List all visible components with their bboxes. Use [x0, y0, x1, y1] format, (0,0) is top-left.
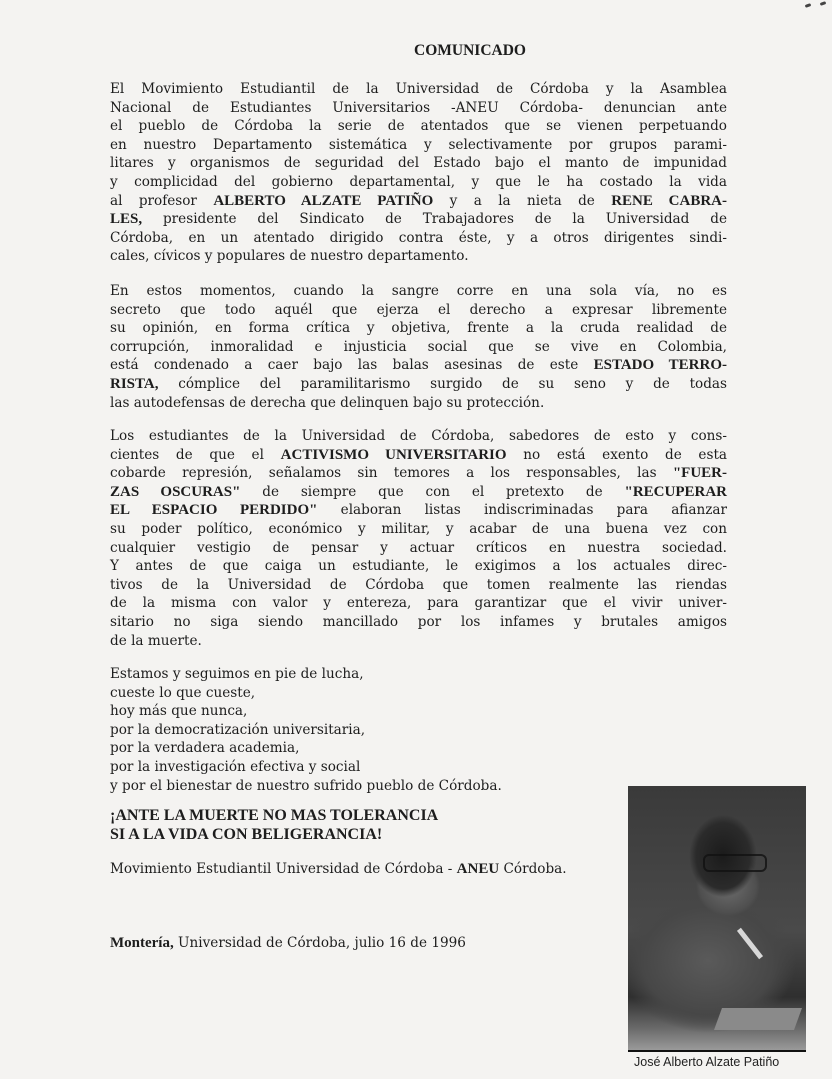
text-line: por la investigación efectiva y social — [110, 758, 361, 775]
signature — [110, 861, 567, 878]
text-line: secreto que todo aquél que ejerza el derecho a expresar libremente — [110, 301, 727, 318]
text-line: de la muerte. — [110, 632, 202, 649]
text-line: las autodefensas de derecha que delinquen bajo su protección. — [110, 394, 545, 411]
text-line: cales, cívicos y populares de nuestro departamento. — [110, 248, 469, 265]
text-line: tivos de la Universidad de Córdoba que tomen realmente las riendas — [110, 576, 727, 593]
photo-paper — [714, 1008, 802, 1030]
document-title: COMUNICADO — [414, 42, 526, 59]
text-line: cueste lo que cueste, — [110, 684, 256, 701]
bold-emphasis: EL ESPACIO PERDIDO" — [110, 502, 318, 519]
dateline-date: Universidad de Córdoba, julio 16 de 1996 — [173, 935, 466, 951]
text-line: su opinión, en forma crítica y objetiva, frente a la cruda realidad de — [110, 320, 727, 337]
text-line: Los estudiantes de la Universidad de Córdoba, sabedores de esto y cons- — [110, 428, 727, 444]
text-line: su poder político, económico y militar, y acabar de una buena vez con — [110, 520, 727, 537]
text-line: Nacional de Estudiantes Universitarios -ANEU Córdoba- denuncian ante — [110, 99, 727, 116]
slogan — [110, 806, 438, 844]
dateline — [110, 935, 466, 952]
bold-emphasis: "RECUPERAR — [624, 483, 727, 500]
text-line: está condenado a caer bajo las balas asesinas de este ESTADO TERRO- — [110, 357, 727, 374]
text-line: Estamos y seguimos en pie de lucha, — [110, 666, 364, 682]
text-line: por la verdadera academia, — [110, 740, 300, 757]
scan-speck — [820, 1, 827, 6]
text-line: Córdoba, en un atentado dirigido contra éste, y a otros dirigentes sindi- — [110, 229, 727, 246]
bold-emphasis: "FUER- — [672, 465, 727, 482]
text-line: en nuestro Departamento sistemática y selectivamente por grupos parami- — [110, 136, 727, 153]
bold-emphasis: ZAS OSCURAS" — [110, 483, 241, 500]
paragraph-estudiantes — [110, 427, 727, 650]
text-line: El Movimiento Estudiantil de la Universidad de Córdoba y la Asamblea — [110, 81, 727, 97]
text-line: EL ESPACIO PERDIDO" elaboran listas indiscriminadas para afianzar — [110, 502, 727, 519]
signature-prefix: Movimiento Estudiantil Universidad de Córdoba - — [110, 861, 457, 877]
bold-emphasis: ESTADO TERRO- — [593, 357, 727, 374]
photo-caption: José Alberto Alzate Patiño — [634, 1055, 780, 1069]
paragraph-momentos — [110, 282, 727, 412]
text-line: RISTA, cómplice del paramilitarismo surgido de su seno y de todas — [110, 375, 727, 392]
text-line: sitario no siga siendo mancillado por los infames y brutales amigos — [110, 613, 727, 630]
paragraph-denuncia — [110, 80, 727, 266]
text-line: de la misma con valor y entereza, para garantizar que el vivir univer- — [110, 595, 727, 612]
bold-emphasis: ACTIVISMO UNIVERSITARIO — [280, 446, 507, 463]
text-line: En estos momentos, cuando la sangre corre en una sola vía, no es — [110, 283, 727, 299]
text-line: ZAS OSCURAS" de siempre que con el pretexto de "RECUPERAR — [110, 483, 727, 500]
text-line: al profesor ALBERTO ALZATE PATIÑO y a la nieta de RENE CABRA- — [110, 192, 728, 209]
bold-emphasis: RISTA, — [110, 375, 159, 392]
text-line: corrupción, inmoralidad e injusticia social que se vive en Colombia, — [110, 338, 727, 355]
scan-speck — [805, 3, 812, 8]
photo-glasses — [703, 854, 767, 872]
text-line: por la democratización universitaria, — [110, 721, 366, 738]
text-line: cobarde represión, señalamos sin temores a los responsables, las "FUER- — [110, 465, 727, 482]
signature-suffix: Córdoba. — [499, 861, 567, 877]
text-line: hoy más que nunca, — [110, 703, 248, 720]
portrait-photo — [628, 786, 806, 1052]
closing-verses — [110, 665, 502, 795]
text-line: cientes de que el ACTIVISMO UNIVERSITARIO no está exento de esta — [110, 446, 728, 463]
text-line: cualquier vestigio de pensar y actuar críticos en nuestra sociedad. — [110, 539, 727, 556]
photo-pen — [737, 928, 763, 959]
bold-emphasis: LES, — [110, 211, 143, 228]
text-line: ¡ANTE LA MUERTE NO MAS TOLERANCIA — [110, 807, 439, 824]
text-line: el pueblo de Córdoba la serie de atentados que se vienen perpetuando — [110, 118, 727, 135]
text-line: litares y organismos de seguridad del Estado bajo el manto de impunidad — [110, 155, 727, 172]
text-line: SI A LA VIDA CON BELIGERANCIA! — [110, 826, 383, 843]
bold-emphasis: ALBERTO ALZATE PATIÑO — [213, 192, 434, 209]
text-line: LES, presidente del Sindicato de Trabajadores de la Universidad de — [110, 211, 727, 228]
dateline-place: Montería, — [110, 935, 174, 951]
text-line: Y antes de que caiga un estudiante, le exigimos a los actuales direc- — [110, 558, 727, 575]
text-line: y complicidad del gobierno departamental, y que le ha costado la vida — [110, 173, 727, 190]
text-line: y por el bienestar de nuestro sufrido pueblo de Córdoba. — [110, 777, 502, 794]
signature-aneu: ANEU — [456, 861, 500, 877]
bold-emphasis: RENE CABRA- — [611, 192, 728, 209]
